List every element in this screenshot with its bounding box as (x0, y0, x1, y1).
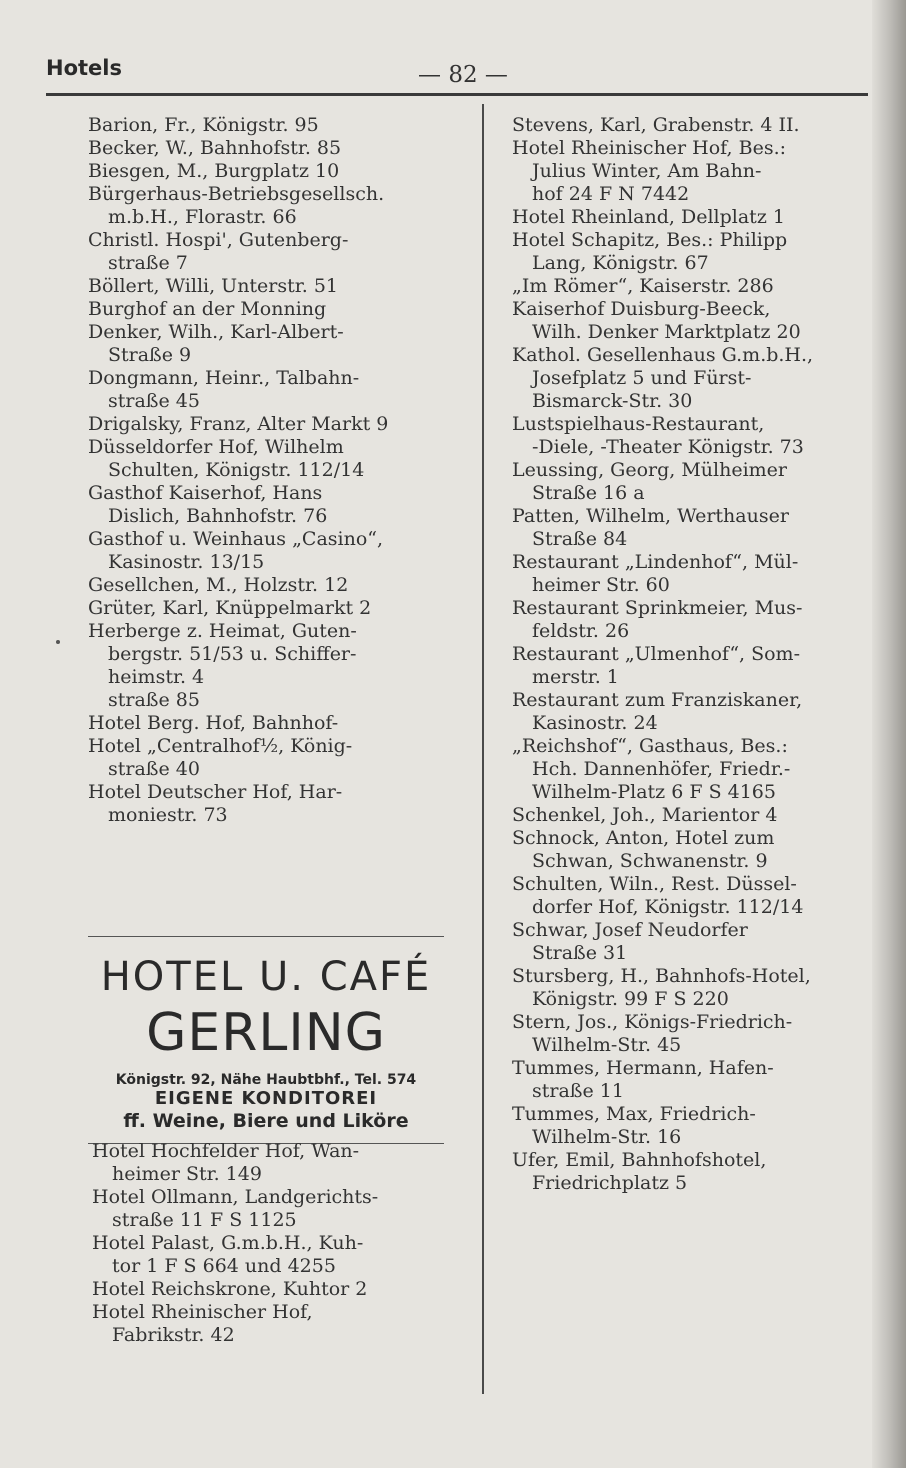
ad-hotel-name: GERLING (146, 1003, 386, 1063)
directory-entry (88, 735, 460, 781)
directory-entry (88, 183, 460, 229)
entry-line: Biesgen, M., Burgplatz 10 (88, 160, 340, 182)
directory-entry (88, 137, 460, 160)
entry-line: Hotel Rheinischer Hof, Bes.: (512, 137, 787, 159)
entry-continuation-line: straße 40 (108, 758, 200, 780)
entry-line: Hotel Schapitz, Bes.: Philipp (512, 229, 788, 251)
directory-entry (92, 1186, 448, 1232)
directory-entry (512, 689, 872, 735)
entry-continuation-line: Hch. Dannenhöfer, Friedr.- (532, 758, 791, 780)
entry-line: Restaurant zum Franziskaner, (512, 689, 803, 711)
entry-continuation-line: Lang, Königstr. 67 (532, 252, 709, 274)
directory-entry (512, 459, 872, 505)
left-column-lower (92, 1140, 448, 1347)
ad-top-rule (88, 936, 444, 937)
page-number: — 82 — (418, 62, 508, 88)
entry-line: Ufer, Emil, Bahnhofshotel, (512, 1149, 767, 1171)
entry-line: Restaurant „Lindenhof“, Mül- (512, 551, 799, 573)
directory-entry (512, 804, 872, 827)
directory-entry (512, 114, 872, 137)
directory-entry (512, 735, 872, 804)
entry-line: Hotel Palast, G.m.b.H., Kuh- (92, 1232, 364, 1254)
entry-line: Denker, Wilh., Karl-Albert- (88, 321, 344, 343)
entry-line: Stern, Jos., Königs-Friedrich- (512, 1011, 793, 1033)
entry-line: Hotel Rheinischer Hof, (92, 1301, 313, 1323)
entry-line: „Reichshof“, Gasthaus, Bes.: (512, 735, 788, 757)
directory-entry (512, 137, 872, 206)
directory-entry (88, 275, 460, 298)
entry-continuation-line: Wilhelm-Platz 6 F S 4165 (532, 781, 776, 803)
entry-continuation-line: m.b.H., Florastr. 66 (108, 206, 297, 228)
entry-line: Drigalsky, Franz, Alter Markt 9 (88, 413, 389, 435)
directory-entry (512, 643, 872, 689)
left-column (88, 114, 460, 827)
directory-entry (88, 482, 460, 528)
directory-entry (92, 1140, 448, 1186)
entry-continuation-line: straße 7 (108, 252, 188, 274)
directory-entry (88, 528, 460, 574)
ad-address: Königstr. 92, Nähe Haubtbhf., Tel. 574 (115, 1072, 417, 1088)
entry-line: Patten, Wilhelm, Werthauser (512, 505, 789, 527)
entry-line: Bürgerhaus-Betriebsgesellsch. (88, 183, 385, 205)
entry-continuation-line: Wilhelm-Str. 16 (532, 1126, 682, 1148)
entry-line: Stevens, Karl, Grabenstr. 4 II. (512, 114, 800, 136)
entry-line: Schnock, Anton, Hotel zum (512, 827, 775, 849)
directory-entry (512, 298, 872, 344)
entry-continuation-line: Wilh. Denker Marktplatz 20 (532, 321, 801, 343)
entry-line: Hotel Reichskrone, Kuhtor 2 (92, 1278, 368, 1300)
entry-line: Düsseldorfer Hof, Wilhelm (88, 436, 344, 458)
entry-continuation-line: merstr. 1 (532, 666, 619, 688)
entry-line: Kaiserhof Duisburg-Beeck, (512, 298, 771, 320)
directory-entry (512, 275, 872, 298)
entry-continuation-line: dorfer Hof, Königstr. 112/14 (532, 896, 804, 918)
entry-continuation-line: feldstr. 26 (532, 620, 630, 642)
advertisement-hotel-gerling (88, 936, 444, 1144)
directory-entry (88, 413, 460, 436)
entry-continuation-line: Josefplatz 5 und Fürst- (532, 367, 752, 389)
entry-line: Gasthof Kaiserhof, Hans (88, 482, 323, 504)
entry-line: „Im Römer“, Kaiserstr. 286 (512, 275, 774, 297)
entry-line: Stursberg, H., Bahnhofs-Hotel, (512, 965, 811, 987)
entry-line: Burghof an der Monning (88, 298, 327, 320)
entry-line: Restaurant „Ulmenhof“, Som- (512, 643, 800, 665)
column-divider (482, 104, 484, 1394)
entry-continuation-line: tor 1 F S 664 und 4255 (112, 1255, 336, 1277)
entry-continuation-line: Straße 31 (532, 942, 628, 964)
page-edge-shadow (872, 0, 906, 1468)
directory-entry (512, 827, 872, 873)
directory-entry (512, 1149, 872, 1195)
entry-line: Leussing, Georg, Mülheimer (512, 459, 788, 481)
entry-continuation-line: Königstr. 99 F S 220 (532, 988, 729, 1010)
entry-continuation-line: Kasinostr. 13/15 (108, 551, 265, 573)
entry-line: Restaurant Sprinkmeier, Mus- (512, 597, 803, 619)
entry-continuation-line: Kasinostr. 24 (532, 712, 658, 734)
entry-continuation-line: -Diele, -Theater Königstr. 73 (532, 436, 804, 458)
directory-entry (512, 505, 872, 551)
directory-entry (88, 229, 460, 275)
entry-line: Grüter, Karl, Knüppelmarkt 2 (88, 597, 372, 619)
entry-continuation-line: Straße 16 a (532, 482, 645, 504)
directory-entry (92, 1301, 448, 1347)
header-rule (46, 93, 868, 96)
entry-line: Christl. Hospi', Gutenberg- (88, 229, 349, 251)
entry-line: Hotel Ollmann, Landgerichts- (92, 1186, 379, 1208)
entry-line: Schulten, Wiln., Rest. Düssel- (512, 873, 797, 895)
entry-line: Kathol. Gesellenhaus G.m.b.H., (512, 344, 814, 366)
entry-continuation-line: Straße 9 (108, 344, 192, 366)
entry-continuation-line: Schwan, Schwanenstr. 9 (532, 850, 768, 872)
entry-continuation-line: Dislich, Bahnhofstr. 76 (108, 505, 328, 527)
directory-entry (88, 298, 460, 321)
right-column (512, 114, 872, 1195)
entry-continuation-line: straße 11 F S 1125 (112, 1209, 297, 1231)
ad-heading: HOTEL U. CAFÉ (100, 954, 432, 1000)
entry-line: Hotel Deutscher Hof, Har- (88, 781, 343, 803)
entry-continuation-line: heimstr. 4 (108, 666, 205, 688)
entry-continuation-line: straße 45 (108, 390, 200, 412)
directory-entry (512, 597, 872, 643)
directory-entry (512, 229, 872, 275)
directory-entry (88, 781, 460, 827)
directory-entry (88, 574, 460, 597)
entry-continuation-line: Friedrichplatz 5 (532, 1172, 688, 1194)
entry-continuation-line: moniestr. 73 (108, 804, 228, 826)
directory-entry (92, 1278, 448, 1301)
entry-line: Schwar, Josef Neudorfer (512, 919, 748, 941)
directory-entry (88, 321, 460, 367)
entry-line: Gasthof u. Weinhaus „Casino“, (88, 528, 384, 550)
entry-line: Lustspielhaus-Restaurant, (512, 413, 765, 435)
entry-line: Hotel Hochfelder Hof, Wan- (92, 1140, 360, 1162)
directory-entry (92, 1232, 448, 1278)
directory-entry (512, 873, 872, 919)
directory-entry (88, 114, 460, 137)
entry-continuation-line: Straße 84 (532, 528, 628, 550)
directory-entry (512, 1103, 872, 1149)
running-header (46, 56, 122, 80)
entry-line: Tummes, Hermann, Hafen- (512, 1057, 774, 1079)
print-speck (56, 640, 60, 644)
directory-entry (512, 206, 872, 229)
directory-entry (88, 160, 460, 183)
entry-continuation-line: Schulten, Königstr. 112/14 (108, 459, 365, 481)
entry-continuation-line: straße 85 (108, 689, 200, 711)
entry-continuation-line: heimer Str. 60 (532, 574, 670, 596)
entry-line: Herberge z. Heimat, Guten- (88, 620, 357, 642)
directory-entry (512, 965, 872, 1011)
entry-line: Böllert, Willi, Unterstr. 51 (88, 275, 339, 297)
ad-konditorei: EIGENE KONDITOREI (154, 1088, 378, 1109)
directory-entry (88, 712, 460, 735)
entry-line: Becker, W., Bahnhofstr. 85 (88, 137, 342, 159)
entry-line: Hotel „Centralhof½, König- (88, 735, 353, 757)
entry-continuation-line: Bismarck-Str. 30 (532, 390, 693, 412)
directory-entry (88, 367, 460, 413)
directory-entry (512, 1011, 872, 1057)
entry-line: Hotel Rheinland, Dellplatz 1 (512, 206, 785, 228)
directory-entry (88, 597, 460, 620)
entry-line: Hotel Berg. Hof, Bahnhof- (88, 712, 339, 734)
directory-entry (88, 620, 460, 712)
entry-continuation-line: straße 11 (532, 1080, 624, 1102)
entry-continuation-line: heimer Str. 149 (112, 1163, 262, 1185)
entry-line: Schenkel, Joh., Marientor 4 (512, 804, 778, 826)
directory-entry (512, 919, 872, 965)
entry-line: Tummes, Max, Friedrich- (512, 1103, 756, 1125)
ad-drinks: ff. Weine, Biere und Liköre (123, 1110, 409, 1132)
directory-entry (88, 436, 460, 482)
entry-line: Gesellchen, M., Holzstr. 12 (88, 574, 349, 596)
entry-continuation-line: Wilhelm-Str. 45 (532, 1034, 682, 1056)
directory-entry (512, 413, 872, 459)
entry-continuation-line: hof 24 F N 7442 (532, 183, 690, 205)
section-title: Hotels (46, 56, 122, 80)
entry-continuation-line: Fabrikstr. 42 (112, 1324, 235, 1346)
directory-entry (512, 344, 872, 413)
directory-entry (512, 1057, 872, 1103)
entry-continuation-line: Julius Winter, Am Bahn- (532, 160, 762, 182)
directory-entry (512, 551, 872, 597)
entry-line: Barion, Fr., Königstr. 95 (88, 114, 319, 136)
entry-continuation-line: bergstr. 51/53 u. Schiffer- (108, 643, 357, 665)
entry-line: Dongmann, Heinr., Talbahn- (88, 367, 360, 389)
